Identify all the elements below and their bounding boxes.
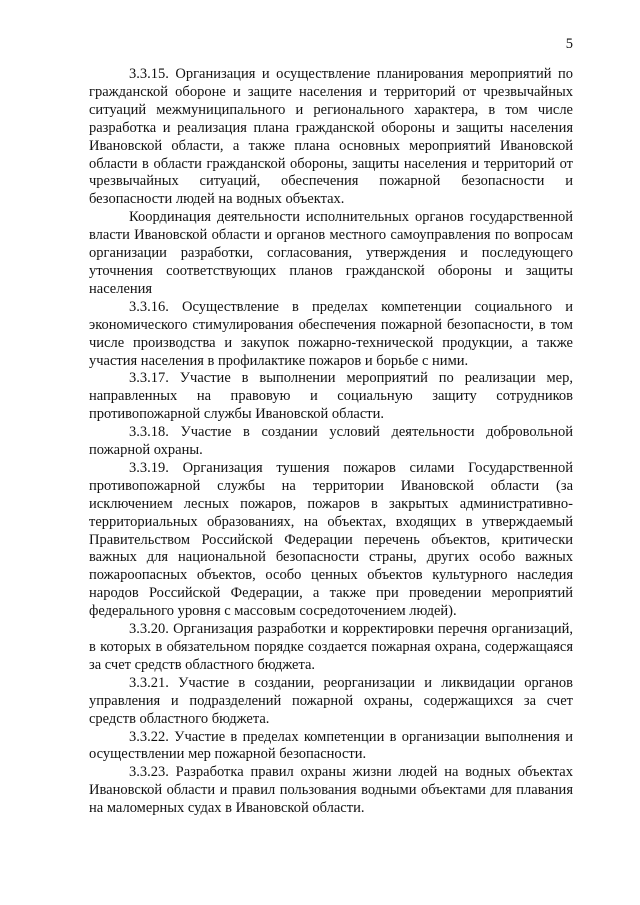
paragraph-3-3-19: 3.3.19. Организация тушения пожаров силами Государственной противопожарной службы на территории Ивановской области (за исключением лесных пожаров, пожаров в закрытых административно-территориальных образованиях, на объектах, входящих в утверждаемый Правительством Российской Федерации перечень объектов, критически важных для национальной безопасности страны, других особо важных пожароопасных объектов, особо ценных объектов культурного наследия народов Российской Федерации, а также при проведении мероприятий федерального уровня с массовым сосредоточением людей). [89, 459, 573, 620]
paragraph-3-3-15: 3.3.15. Организация и осуществление планирования мероприятий по гражданской обороне и защите населения и территорий от чрезвычайных ситуаций межмуниципального и регионального характера, в том числе разработка и реализация плана гражданской обороны и защиты населения Ивановской области, а также плана основных мероприятий Ивановской области в области гражданской обороны, защиты населения и территорий от чрезвычайных ситуаций, обеспечения пожарной безопасности и безопасности людей на водных объектах. [89, 66, 573, 208]
page-number: 5 [565, 36, 573, 52]
paragraph-3-3-23: 3.3.23. Разработка правил охраны жизни людей на водных объектах Ивановской области и правил пользования водными объектами для плавания на маломерных судах в Ивановской области. [89, 764, 573, 817]
document-body [89, 66, 573, 818]
paragraph-3-3-16: 3.3.16. Осуществление в пределах компетенции социального и экономического стимулирования обеспечения пожарной безопасности, в том числе производства и закупок пожарно-технической продукции, а также участия населения в профилактике пожаров и борьбе с ними. [89, 298, 573, 369]
paragraph-3-3-18: 3.3.18. Участие в создании условий деятельности добровольной пожарной охраны. [89, 424, 573, 459]
paragraph-3-3-20: 3.3.20. Организация разработки и корректировки перечня организаций, в которых в обязательном порядке создается пожарная охрана, содержащаяся за счет средств областного бюджета. [89, 621, 573, 673]
paragraph-3-3-21: 3.3.21. Участие в создании, реорганизации и ликвидации органов управления и подразделений пожарной охраны, содержащихся за счет средств областного бюджета. [89, 674, 573, 727]
paragraph-3-3-22: 3.3.22. Участие в пределах компетенции в организации выполнения и осуществлении мер пожарной безопасности. [89, 728, 573, 763]
paragraph-3-3-17: 3.3.17. Участие в выполнении мероприятий по реализации мер, направленных на правовую и социальную защиту сотрудников противопожарной службы Ивановской области. [89, 370, 573, 423]
paragraph-coordination: Координация деятельности исполнительных органов государственной власти Ивановской области и органов местного самоуправления по вопросам организации разработки, согласования, утверждения и последующего уточнения соответствующих планов гражданской обороны и защиты населения [89, 209, 573, 297]
